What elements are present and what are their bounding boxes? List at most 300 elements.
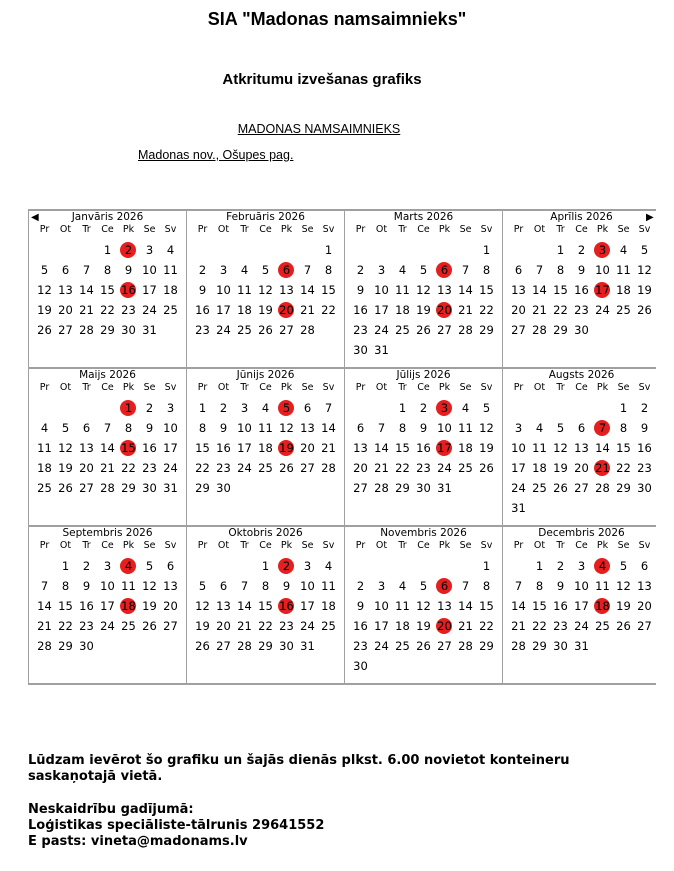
calendar-day: 30 bbox=[216, 481, 231, 495]
calendar-day: 8 bbox=[398, 421, 407, 435]
calendar-day: 1 bbox=[198, 401, 207, 415]
calendar-day: 8 bbox=[103, 263, 112, 277]
next-month-arrow-icon[interactable]: ▶ bbox=[646, 212, 654, 223]
weekday-label: Ce bbox=[101, 540, 114, 551]
weekday-label: Ot bbox=[533, 224, 546, 235]
weekday-label: Sv bbox=[164, 224, 177, 235]
calendar-day: 2 bbox=[82, 559, 91, 573]
calendar-day: 25 bbox=[321, 619, 336, 633]
calendar-day: 29 bbox=[479, 323, 494, 337]
calendar-day: 19 bbox=[416, 303, 431, 317]
calendar-day: 2 bbox=[577, 243, 586, 257]
calendar-day: 9 bbox=[219, 421, 228, 435]
calendar-day: 11 bbox=[37, 441, 52, 455]
calendar-day: 29 bbox=[58, 639, 73, 653]
weekday-label: Tr bbox=[398, 382, 407, 393]
weekday-label: Pr bbox=[513, 224, 524, 235]
weekday-label: Tr bbox=[240, 224, 249, 235]
weekday-label: Pr bbox=[355, 382, 366, 393]
calendar-day: 12 bbox=[37, 283, 52, 297]
weekday-label: Pr bbox=[513, 540, 524, 551]
weekday-label: Sv bbox=[480, 382, 493, 393]
calendar-day: 28 bbox=[300, 323, 315, 337]
calendar-day: 16 bbox=[195, 303, 210, 317]
calendar-day: 9 bbox=[356, 283, 365, 297]
calendar-day: 26 bbox=[195, 639, 210, 653]
collection-day: 17 bbox=[434, 438, 455, 458]
calendar-day: 15 bbox=[553, 283, 568, 297]
calendar-day: 11 bbox=[595, 579, 610, 593]
calendar-day: 18 bbox=[616, 283, 631, 297]
weekday-label: Ot bbox=[217, 540, 230, 551]
calendar-day: 28 bbox=[37, 639, 52, 653]
weekday-label: Ot bbox=[375, 540, 388, 551]
calendar-day: 10 bbox=[374, 599, 389, 613]
calendar-day: 11 bbox=[121, 579, 136, 593]
calendar-day: 7 bbox=[535, 263, 544, 277]
calendar-day: 4 bbox=[324, 559, 333, 573]
calendar-day: 28 bbox=[374, 481, 389, 495]
month-title: Jūnijs 2026 bbox=[236, 369, 295, 381]
calendar-day: 14 bbox=[532, 283, 547, 297]
calendar-day: 25 bbox=[395, 639, 410, 653]
calendar-day: 2 bbox=[145, 401, 154, 415]
weekday-label: Pk bbox=[596, 540, 609, 551]
calendar-day: 15 bbox=[321, 283, 336, 297]
calendar-day: 21 bbox=[374, 461, 389, 475]
month-title: Jūlijs 2026 bbox=[396, 369, 451, 381]
calendar-day: 4 bbox=[398, 263, 407, 277]
calendar-day: 3 bbox=[303, 559, 312, 573]
calendar-day: 11 bbox=[616, 263, 631, 277]
calendar-day: 30 bbox=[416, 481, 431, 495]
calendar-day: 28 bbox=[458, 639, 473, 653]
weekday-label: Tr bbox=[398, 540, 407, 551]
calendar-day: 11 bbox=[395, 599, 410, 613]
calendar-day: 16 bbox=[142, 441, 157, 455]
calendar-day: 5 bbox=[261, 263, 270, 277]
calendar-day: 14 bbox=[458, 599, 473, 613]
collection-day: 16 bbox=[118, 280, 139, 300]
calendar-day: 3 bbox=[240, 401, 249, 415]
calendar-day: 11 bbox=[237, 283, 252, 297]
calendar-day: 26 bbox=[58, 481, 73, 495]
calendar-day: 10 bbox=[595, 263, 610, 277]
calendar-day: 15 bbox=[258, 599, 273, 613]
calendar-day: 10 bbox=[142, 263, 157, 277]
calendar-day: 13 bbox=[353, 441, 368, 455]
calendar-day: 9 bbox=[356, 599, 365, 613]
calendar-day: 14 bbox=[511, 599, 526, 613]
calendar-day: 13 bbox=[511, 283, 526, 297]
calendar-day: 30 bbox=[574, 323, 589, 337]
calendar-day: 31 bbox=[574, 639, 589, 653]
calendar-day: 17 bbox=[374, 303, 389, 317]
weekday-label: Se bbox=[301, 382, 314, 393]
calendar-day: 13 bbox=[637, 579, 652, 593]
calendar-day: 12 bbox=[58, 441, 73, 455]
calendar-day: 19 bbox=[58, 461, 73, 475]
weekday-label: Ot bbox=[59, 382, 72, 393]
calendar-day: 31 bbox=[374, 343, 389, 357]
weekday-label: Ot bbox=[217, 382, 230, 393]
weekday-label: Ot bbox=[533, 540, 546, 551]
calendar-day: 19 bbox=[479, 441, 494, 455]
calendar-day: 17 bbox=[100, 599, 115, 613]
calendar-day: 20 bbox=[300, 441, 315, 455]
calendar-day: 8 bbox=[482, 263, 491, 277]
calendar-day: 29 bbox=[100, 323, 115, 337]
calendar-day: 24 bbox=[142, 303, 157, 317]
calendar-day: 18 bbox=[37, 461, 52, 475]
calendar-day: 20 bbox=[511, 303, 526, 317]
calendar-day: 10 bbox=[300, 579, 315, 593]
calendar-day: 23 bbox=[353, 323, 368, 337]
calendar-day: 30 bbox=[353, 343, 368, 357]
calendar-day: 16 bbox=[79, 599, 94, 613]
calendar-day: 7 bbox=[461, 579, 470, 593]
weekday-label: Ce bbox=[417, 382, 430, 393]
weekday-label: Pk bbox=[122, 224, 135, 235]
weekday-label: Sv bbox=[480, 540, 493, 551]
calendar-day: 14 bbox=[100, 441, 115, 455]
weekday-label: Ot bbox=[533, 382, 546, 393]
calendar-day: 24 bbox=[237, 461, 252, 475]
calendar-day: 22 bbox=[616, 461, 631, 475]
calendar-day: 21 bbox=[458, 303, 473, 317]
calendar-day: 28 bbox=[79, 323, 94, 337]
calendar-day: 22 bbox=[532, 619, 547, 633]
calendar-day: 17 bbox=[216, 303, 231, 317]
weekday-label: Ot bbox=[59, 540, 72, 551]
collection-day: 18 bbox=[118, 596, 139, 616]
calendar-day: 12 bbox=[553, 441, 568, 455]
calendar-day: 15 bbox=[58, 599, 73, 613]
weekday-label: Ot bbox=[59, 224, 72, 235]
calendar-day: 3 bbox=[219, 263, 228, 277]
calendar-day: 20 bbox=[79, 461, 94, 475]
weekday-label: Tr bbox=[82, 382, 91, 393]
calendar-day: 8 bbox=[124, 421, 133, 435]
prev-month-arrow-icon[interactable]: ◀ bbox=[31, 212, 39, 223]
calendar-day: 14 bbox=[374, 441, 389, 455]
weekday-label: Pr bbox=[39, 540, 50, 551]
calendar-day: 26 bbox=[553, 481, 568, 495]
contact-phone: Loģistikas speciāliste-tālrunis 29641552 bbox=[28, 818, 325, 833]
collection-day: 20 bbox=[434, 616, 455, 636]
calendar-day: 22 bbox=[195, 461, 210, 475]
calendar-day: 19 bbox=[195, 619, 210, 633]
calendar-day: 22 bbox=[100, 303, 115, 317]
calendar-day: 18 bbox=[395, 303, 410, 317]
calendar-day: 7 bbox=[303, 263, 312, 277]
calendar-day: 25 bbox=[616, 303, 631, 317]
calendar-day: 22 bbox=[121, 461, 136, 475]
calendar-day: 7 bbox=[514, 579, 523, 593]
calendar-day: 10 bbox=[511, 441, 526, 455]
calendar-day: 15 bbox=[100, 283, 115, 297]
month-title: Decembris 2026 bbox=[538, 527, 625, 539]
calendar-day: 18 bbox=[532, 461, 547, 475]
calendar-day: 20 bbox=[574, 461, 589, 475]
calendar-day: 27 bbox=[79, 481, 94, 495]
month-title: Februāris 2026 bbox=[226, 211, 305, 223]
calendar-day: 26 bbox=[637, 303, 652, 317]
calendar-day: 6 bbox=[82, 421, 91, 435]
calendar-day: 13 bbox=[574, 441, 589, 455]
calendar-day: 24 bbox=[163, 461, 178, 475]
calendar-day: 27 bbox=[58, 323, 73, 337]
contact-email: E pasts: vineta@madonams.lv bbox=[28, 834, 248, 849]
month-title: Augsts 2026 bbox=[548, 369, 615, 381]
weekday-label: Pk bbox=[122, 540, 135, 551]
calendar-day: 25 bbox=[595, 619, 610, 633]
calendar-day: 27 bbox=[574, 481, 589, 495]
calendar-day: 17 bbox=[300, 599, 315, 613]
weekday-label: Se bbox=[617, 382, 630, 393]
calendar-day: 18 bbox=[163, 283, 178, 297]
calendar-day: 13 bbox=[437, 283, 452, 297]
contact-heading: Neskaidrību gadījumā: bbox=[28, 802, 194, 817]
weekday-label: Pr bbox=[197, 224, 208, 235]
calendar-day: 18 bbox=[395, 619, 410, 633]
calendar-day: 8 bbox=[482, 579, 491, 593]
calendar-day: 17 bbox=[574, 599, 589, 613]
calendar-day: 7 bbox=[82, 263, 91, 277]
calendar-day: 9 bbox=[198, 283, 207, 297]
calendar-day: 28 bbox=[237, 639, 252, 653]
calendar-day: 2 bbox=[219, 401, 228, 415]
calendar-day: 17 bbox=[511, 461, 526, 475]
weekday-label: Pk bbox=[280, 382, 293, 393]
calendar-day: 15 bbox=[479, 283, 494, 297]
grid-line bbox=[28, 209, 29, 685]
calendar-day: 10 bbox=[100, 579, 115, 593]
calendar-day: 28 bbox=[595, 481, 610, 495]
calendar-day: 11 bbox=[532, 441, 547, 455]
calendar-day: 3 bbox=[577, 559, 586, 573]
calendar-day: 6 bbox=[514, 263, 523, 277]
collection-day: 2 bbox=[276, 556, 297, 576]
calendar-day: 29 bbox=[479, 639, 494, 653]
calendar-day: 8 bbox=[198, 421, 207, 435]
calendar-day: 5 bbox=[198, 579, 207, 593]
weekday-label: Ce bbox=[259, 224, 272, 235]
calendar-day: 21 bbox=[79, 303, 94, 317]
calendar-day: 21 bbox=[321, 441, 336, 455]
calendar-day: 5 bbox=[40, 263, 49, 277]
calendar-day: 19 bbox=[37, 303, 52, 317]
calendar-day: 12 bbox=[195, 599, 210, 613]
calendar-day: 25 bbox=[163, 303, 178, 317]
month-title: Maijs 2026 bbox=[79, 369, 136, 381]
weekday-label: Pr bbox=[39, 382, 50, 393]
calendar-day: 24 bbox=[374, 323, 389, 337]
calendar-day: 21 bbox=[300, 303, 315, 317]
calendar-day: 14 bbox=[79, 283, 94, 297]
calendar-day: 22 bbox=[479, 303, 494, 317]
calendar-day: 1 bbox=[398, 401, 407, 415]
calendar-day: 13 bbox=[216, 599, 231, 613]
weekday-label: Sv bbox=[322, 540, 335, 551]
calendar-day: 23 bbox=[637, 461, 652, 475]
calendar-day: 19 bbox=[258, 303, 273, 317]
weekday-label: Ot bbox=[375, 224, 388, 235]
calendar-day: 22 bbox=[258, 619, 273, 633]
calendar-day: 30 bbox=[553, 639, 568, 653]
month-title: Oktobris 2026 bbox=[228, 527, 303, 539]
weekday-label: Tr bbox=[556, 540, 565, 551]
calendar-day: 14 bbox=[458, 283, 473, 297]
calendar-day: 5 bbox=[556, 421, 565, 435]
calendar-day: 15 bbox=[395, 441, 410, 455]
calendar-day: 4 bbox=[535, 421, 544, 435]
calendar-day: 5 bbox=[619, 559, 628, 573]
calendar-day: 4 bbox=[261, 401, 270, 415]
calendar-day: 4 bbox=[166, 243, 175, 257]
calendar-day: 23 bbox=[79, 619, 94, 633]
collection-day: 21 bbox=[592, 458, 613, 478]
weekday-label: Sv bbox=[638, 540, 651, 551]
calendar-day: 31 bbox=[437, 481, 452, 495]
calendar-day: 23 bbox=[416, 461, 431, 475]
weekday-label: Tr bbox=[556, 224, 565, 235]
calendar-day: 3 bbox=[377, 263, 386, 277]
calendar-day: 2 bbox=[356, 579, 365, 593]
calendar-day: 25 bbox=[458, 461, 473, 475]
calendar-day: 12 bbox=[416, 599, 431, 613]
calendar-day: 20 bbox=[353, 461, 368, 475]
calendar-day: 4 bbox=[40, 421, 49, 435]
weekday-label: Pr bbox=[197, 540, 208, 551]
calendar-day: 27 bbox=[353, 481, 368, 495]
collection-day: 2 bbox=[118, 240, 139, 260]
weekday-label: Pr bbox=[513, 382, 524, 393]
calendar-day: 24 bbox=[374, 639, 389, 653]
calendar-day: 17 bbox=[237, 441, 252, 455]
company-name: SIA "Madonas namsaimnieks" bbox=[207, 9, 467, 29]
calendar-day: 7 bbox=[240, 579, 249, 593]
calendar-day: 11 bbox=[321, 579, 336, 593]
calendar-day: 9 bbox=[124, 263, 133, 277]
calendar-day: 3 bbox=[103, 559, 112, 573]
calendar-day: 16 bbox=[574, 283, 589, 297]
calendar-day: 1 bbox=[482, 243, 491, 257]
weekday-label: Se bbox=[617, 224, 630, 235]
calendar-day: 1 bbox=[61, 559, 70, 573]
calendar-day: 13 bbox=[437, 599, 452, 613]
calendar-day: 12 bbox=[637, 263, 652, 277]
calendar-day: 20 bbox=[163, 599, 178, 613]
calendar-day: 24 bbox=[300, 619, 315, 633]
calendar-day: 14 bbox=[300, 283, 315, 297]
weekday-label: Se bbox=[143, 382, 156, 393]
calendar-day: 28 bbox=[321, 461, 336, 475]
calendar-day: 26 bbox=[37, 323, 52, 337]
weekday-label: Pk bbox=[596, 224, 609, 235]
calendar-day: 15 bbox=[532, 599, 547, 613]
calendar-day: 10 bbox=[374, 283, 389, 297]
collection-day: 5 bbox=[276, 398, 297, 418]
calendar-day: 26 bbox=[616, 619, 631, 633]
weekday-label: Ce bbox=[575, 540, 588, 551]
collection-day: 1 bbox=[118, 398, 139, 418]
calendar-day: 29 bbox=[553, 323, 568, 337]
calendar-day: 7 bbox=[377, 421, 386, 435]
weekday-label: Tr bbox=[82, 540, 91, 551]
calendar-day: 12 bbox=[479, 421, 494, 435]
client-name: MADONAS NAMSAIMNIEKS bbox=[237, 122, 401, 136]
weekday-label: Se bbox=[617, 540, 630, 551]
calendar-day: 12 bbox=[279, 421, 294, 435]
calendar-day: 12 bbox=[616, 579, 631, 593]
calendar-day: 27 bbox=[216, 639, 231, 653]
calendar-day: 4 bbox=[619, 243, 628, 257]
calendar-day: 17 bbox=[374, 619, 389, 633]
weekday-label: Se bbox=[143, 224, 156, 235]
calendar-day: 16 bbox=[637, 441, 652, 455]
calendar-day: 13 bbox=[79, 441, 94, 455]
weekday-label: Se bbox=[459, 540, 472, 551]
weekday-label: Pk bbox=[438, 382, 451, 393]
weekday-label: Ot bbox=[217, 224, 230, 235]
calendar-day: 30 bbox=[142, 481, 157, 495]
calendar-day: 26 bbox=[416, 323, 431, 337]
weekday-label: Sv bbox=[164, 382, 177, 393]
calendar-day: 28 bbox=[458, 323, 473, 337]
collection-day: 17 bbox=[592, 280, 613, 300]
calendar-day: 28 bbox=[532, 323, 547, 337]
calendar-day: 9 bbox=[556, 579, 565, 593]
weekday-label: Sv bbox=[638, 224, 651, 235]
calendar-day: 26 bbox=[279, 461, 294, 475]
calendar-day: 22 bbox=[553, 303, 568, 317]
year-calendar bbox=[28, 209, 656, 685]
weekday-label: Pk bbox=[280, 224, 293, 235]
calendar-day: 19 bbox=[142, 599, 157, 613]
calendar-day: 18 bbox=[458, 441, 473, 455]
calendar-day: 1 bbox=[535, 559, 544, 573]
weekday-label: Se bbox=[143, 540, 156, 551]
calendar-day: 2 bbox=[198, 263, 207, 277]
collection-day: 20 bbox=[276, 300, 297, 320]
weekday-label: Sv bbox=[164, 540, 177, 551]
calendar-day: 13 bbox=[300, 421, 315, 435]
calendar-day: 21 bbox=[458, 619, 473, 633]
calendar-day: 14 bbox=[595, 441, 610, 455]
month-title: Marts 2026 bbox=[393, 211, 454, 223]
calendar-day: 1 bbox=[324, 243, 333, 257]
calendar-day: 21 bbox=[100, 461, 115, 475]
calendar-day: 13 bbox=[58, 283, 73, 297]
month-title: Novembris 2026 bbox=[380, 527, 467, 539]
calendar-day: 23 bbox=[553, 619, 568, 633]
calendar-day: 3 bbox=[377, 579, 386, 593]
weekday-label: Ce bbox=[259, 540, 272, 551]
calendar-day: 26 bbox=[142, 619, 157, 633]
calendar-day: 11 bbox=[395, 283, 410, 297]
weekday-label: Tr bbox=[240, 382, 249, 393]
calendar-day: 11 bbox=[458, 421, 473, 435]
calendar-day: 30 bbox=[353, 659, 368, 673]
calendar-day: 11 bbox=[258, 421, 273, 435]
calendar-day: 8 bbox=[261, 579, 270, 593]
weekday-label: Sv bbox=[638, 382, 651, 393]
weekday-label: Sv bbox=[322, 224, 335, 235]
calendar-day: 26 bbox=[258, 323, 273, 337]
calendar-day: 4 bbox=[461, 401, 470, 415]
calendar-day: 29 bbox=[616, 481, 631, 495]
